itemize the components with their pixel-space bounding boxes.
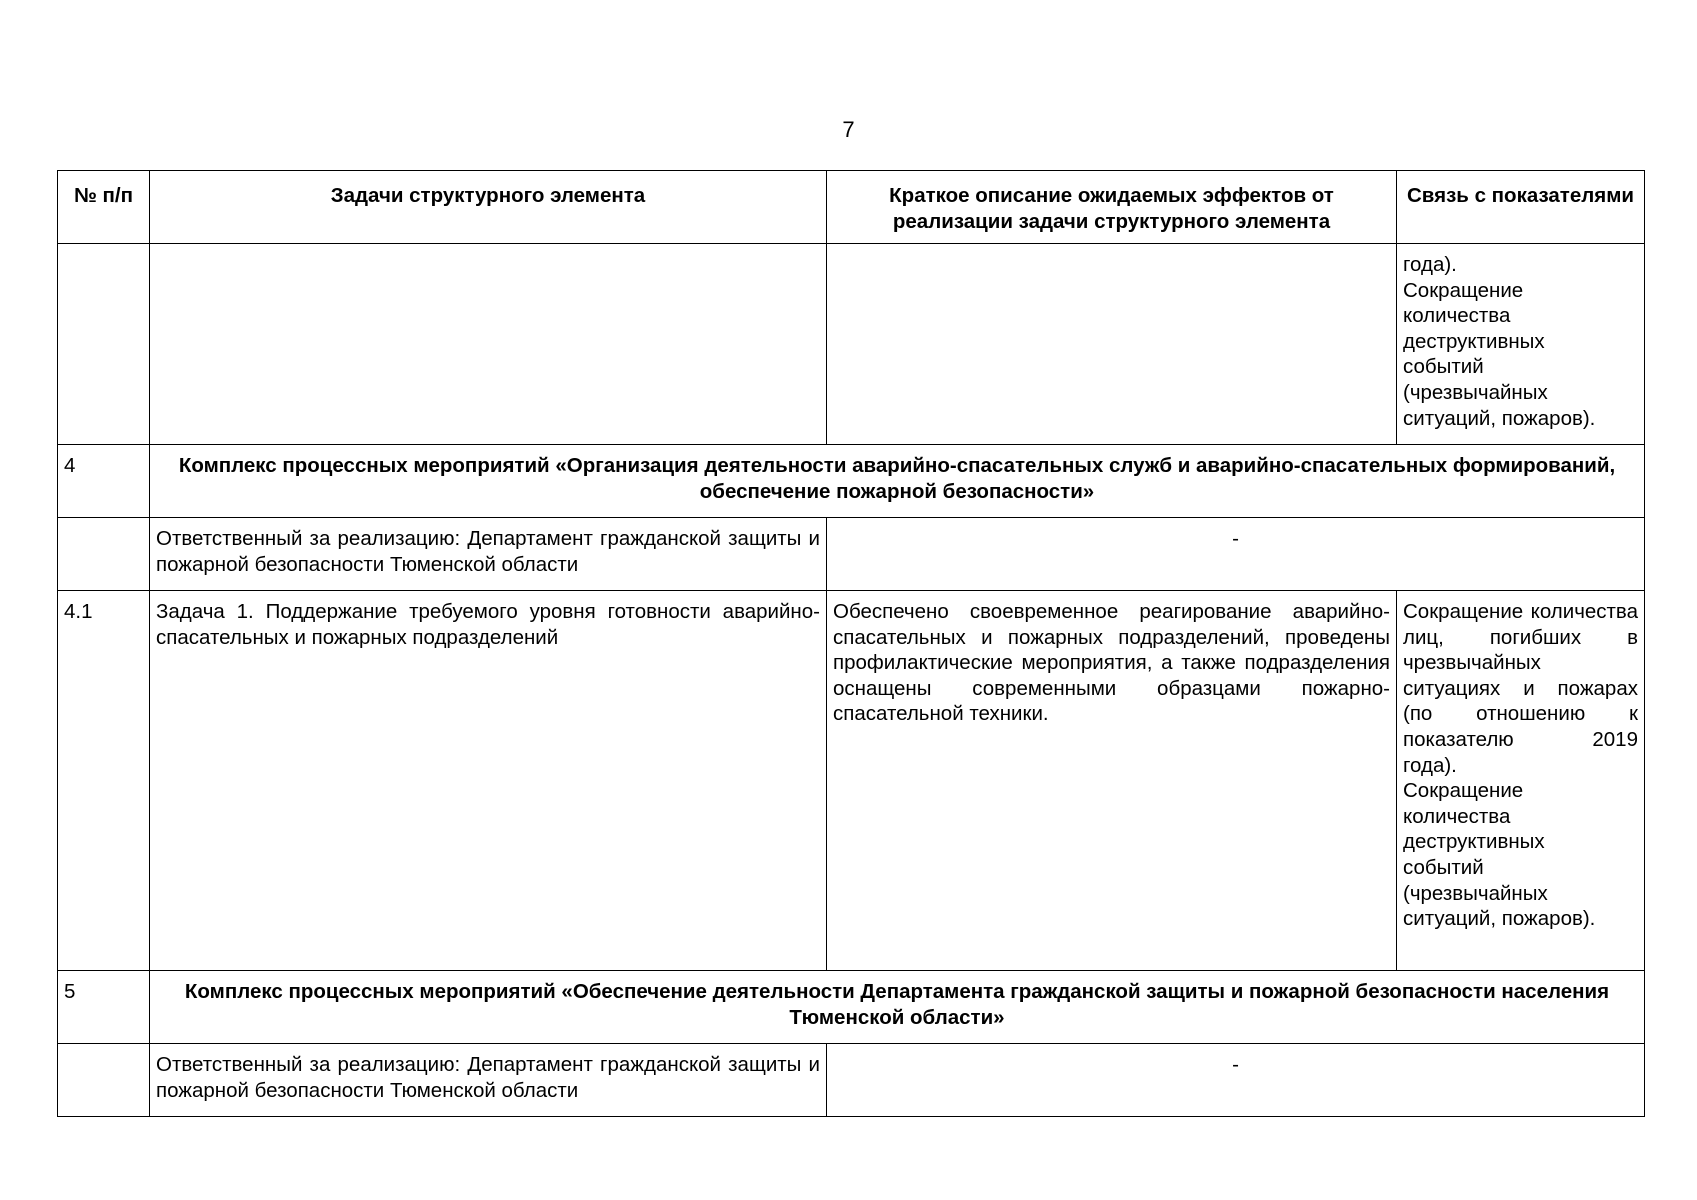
cont-effect-cell — [827, 244, 1397, 445]
cont-link-line: ситуаций, пожаров). — [1403, 406, 1596, 430]
section-4-row — [58, 445, 1645, 518]
section-5-row — [58, 971, 1645, 1044]
section-4-responsible-num — [58, 518, 150, 591]
section-4-num: 4 — [58, 445, 150, 518]
row-4-1-link — [1397, 591, 1645, 971]
cont-num-cell — [58, 244, 150, 445]
row-4-1-link-line: Сокращение — [1403, 779, 1524, 803]
cont-task-cell — [150, 244, 827, 445]
cont-link-line: событий — [1403, 355, 1484, 379]
row-4-1-num: 4.1 — [58, 591, 150, 971]
section-5-responsible: Ответственный за реализацию: Департамент гражданской защиты и пожарной безопасности Тюменской области — [150, 1044, 827, 1117]
table-row-continuation — [58, 244, 1645, 445]
row-4-1-task: Задача 1. Поддержание требуемого уровня готовности аварийно-спасательных и пожарных подразделений — [150, 591, 827, 971]
structural-element-table — [57, 170, 1645, 1117]
row-4-1-link-line: ситуаций, пожаров). — [1403, 907, 1596, 931]
row-4-1-link-line: количества — [1403, 804, 1511, 828]
table-header-row — [58, 171, 1645, 244]
section-4-responsible: Ответственный за реализацию: Департамент гражданской защиты и пожарной безопасности Тюменской области — [150, 518, 827, 591]
row-4-1-link-line: событий — [1403, 855, 1484, 879]
row-4-1-link-justified: Сокращение количества лиц, погибших в чрезвычайных ситуациях и пожарах (по отношению к показателю 2019 — [1403, 600, 1638, 751]
cont-link-line: количества — [1403, 304, 1511, 328]
cont-link-line: (чрезвычайных — [1403, 380, 1548, 404]
cont-link-line: деструктивных — [1403, 329, 1545, 353]
section-4-responsible-value: - — [827, 518, 1645, 591]
header-num: № п/п — [58, 171, 150, 244]
section-5-num: 5 — [58, 971, 150, 1044]
cont-link-cell — [1397, 244, 1645, 445]
header-link: Связь с показателями — [1397, 171, 1645, 244]
section-5-responsible-row — [58, 1044, 1645, 1117]
table-row-4-1 — [58, 591, 1645, 971]
row-4-1-link-line: (чрезвычайных — [1403, 881, 1548, 905]
section-5-title: Комплекс процессных мероприятий «Обеспечение деятельности Департамента гражданской защиты и пожарной безопасности населения Тюменской области» — [150, 971, 1645, 1044]
section-5-responsible-num — [58, 1044, 150, 1117]
section-4-title: Комплекс процессных мероприятий «Организация деятельности аварийно-спасательных служб и аварийно-спасательных формирований, обеспечение пожарной безопасности» — [150, 445, 1645, 518]
row-4-1-link-line: деструктивных — [1403, 830, 1545, 854]
header-tasks: Задачи структурного элемента — [150, 171, 827, 244]
cont-link-line: Сокращение — [1403, 278, 1524, 302]
cont-link-line: года). — [1403, 253, 1457, 276]
section-4-responsible-row — [58, 518, 1645, 591]
row-4-1-link-line: года). — [1403, 753, 1457, 777]
page-number: 7 — [842, 117, 855, 142]
header-effects: Краткое описание ожидаемых эффектов от реализации задачи структурного элемента — [827, 171, 1397, 244]
row-4-1-effect: Обеспечено своевременное реагирование аварийно-спасательных и пожарных подразделений, проведены профилактические мероприятия, а также подразделения оснащены современными образцами пожарно-спасательной техники. — [827, 591, 1397, 971]
section-5-responsible-value: - — [827, 1044, 1645, 1117]
